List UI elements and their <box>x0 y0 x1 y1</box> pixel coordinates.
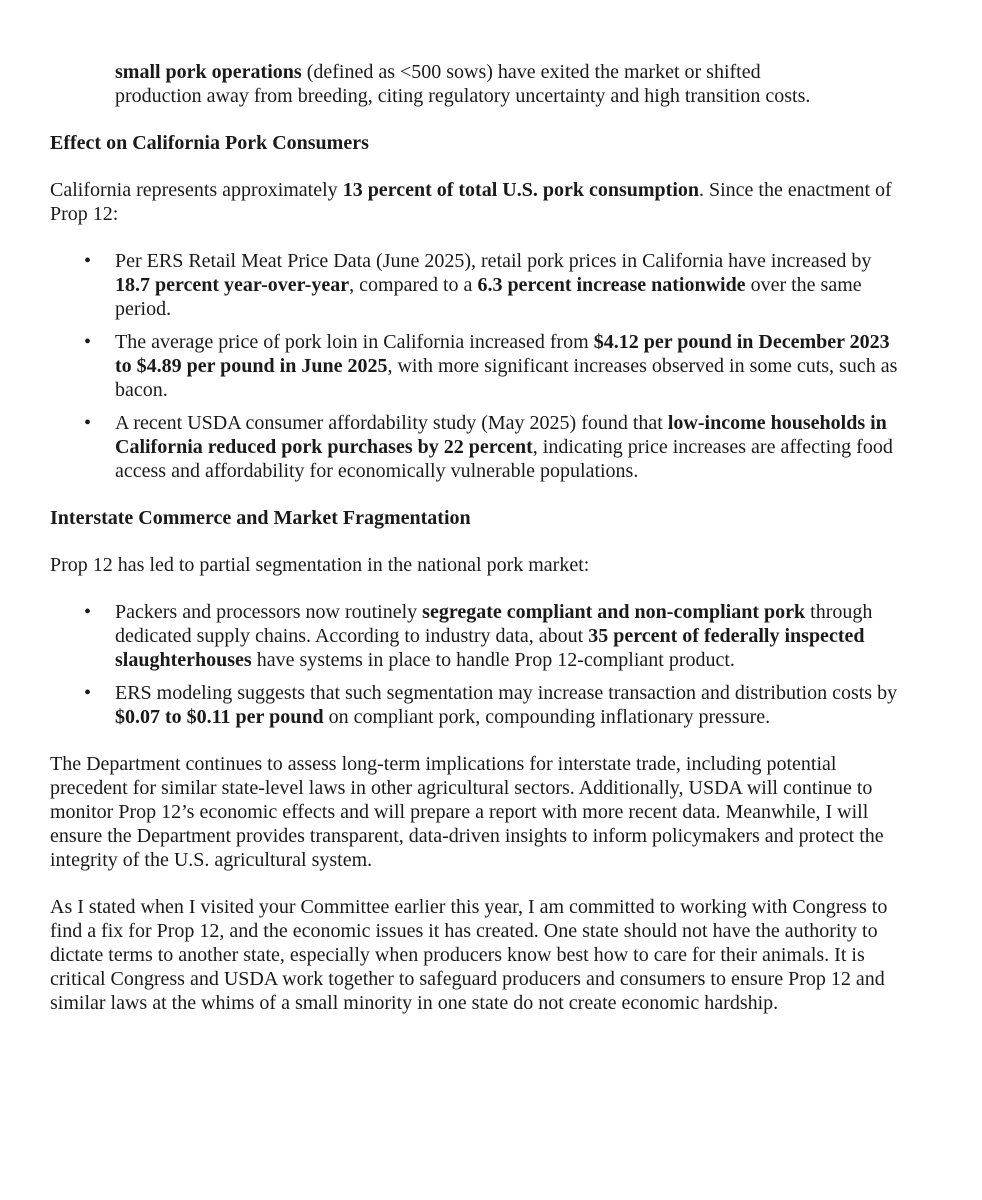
bullet-bold: $4.12 per pound in December 2023 to $4.89 per pound in June 2025 <box>115 331 890 377</box>
intro-bold-lead: small pork operations <box>115 61 302 83</box>
closing-paragraph-1: The Department continues to assess long-term implications for interstate trade, including potential precedent for similar state-level laws in other agricultural sectors. Additionally, USDA will continue to monitor Prop 12’s economic effects and will prepare a report with more recent data. Meanwhile, I will ensure the Department provides transparent, data-driven insights to inform policymakers and protect the integrity of the U.S. agricultural system. <box>50 753 884 871</box>
list-item <box>50 330 900 402</box>
bullet-bold: 35 percent of federally inspected slaughterhouses <box>115 625 865 671</box>
bullet-text: over the same period. <box>115 274 862 320</box>
bullet-text: Per ERS Retail Meat Price Data (June 2025), retail pork prices in California have increased by <box>115 250 872 272</box>
bullet-bold: $0.07 to $0.11 per pound <box>115 706 324 728</box>
bullet-icon: • <box>84 682 92 704</box>
list-item <box>50 600 900 672</box>
section-heading-interstate: Interstate Commerce and Market Fragmentation <box>50 507 471 529</box>
consumers-intro-b: . Since the enactment of Prop 12: <box>50 179 892 225</box>
bullet-text: A recent USDA consumer affordability study (May 2025) found that <box>115 412 668 434</box>
interstate-intro-paragraph: Prop 12 has led to partial segmentation in the national pork market: <box>50 554 590 576</box>
bullet-icon: • <box>84 250 92 272</box>
bullet-text: , compared to a <box>349 274 478 296</box>
intro-line-2: production away from breeding, citing regulatory uncertainty and high transition costs. <box>115 85 811 107</box>
bullet-text: through dedicated supply chains. According to industry data, about <box>115 601 873 647</box>
consumers-intro-a: California represents approximately <box>50 179 343 201</box>
bullet-bold: 18.7 percent year-over-year <box>115 274 350 296</box>
bullet-icon: • <box>84 412 92 434</box>
consumers-intro-paragraph <box>50 178 900 226</box>
intro-line-1 <box>115 60 900 84</box>
consumers-intro-bold: 13 percent of total U.S. pork consumption <box>342 179 699 201</box>
intro-rest-1: (defined as <500 sows) have exited the market or shifted <box>301 61 761 83</box>
closing-paragraph-2: As I stated when I visited your Committee earlier this year, I am committed to working with Congress to find a fix for Prop 12, and the economic issues it has created. One state should not have the authority to dictate terms to another state, especially when producers know best how to care for their animals. It is critical Congress and USDA work together to safeguard producers and consumers to ensure Prop 12 and similar laws at the whims of a small minority in one state do not create economic hardship. <box>50 896 888 1014</box>
bullet-text: Packers and processors now routinely <box>115 601 423 623</box>
bullet-text: on compliant pork, compounding inflationary pressure. <box>323 706 771 728</box>
section-heading-consumers: Effect on California Pork Consumers <box>50 132 369 154</box>
list-item <box>50 681 900 729</box>
bullet-text: , indicating price increases are affecting food access and affordability for economically vulnerable populations. <box>115 436 893 482</box>
bullet-bold: low-income households in California reduced pork purchases by 22 percent <box>115 412 887 458</box>
bullet-text: , with more significant increases observed in some cuts, such as bacon. <box>115 355 898 401</box>
letter-page <box>50 60 900 1015</box>
consumers-bullet-list <box>50 249 900 483</box>
bullet-bold: segregate compliant and non-compliant pork <box>422 601 806 623</box>
bullet-bold: 6.3 percent increase nationwide <box>477 274 746 296</box>
bullet-text: ERS modeling suggests that such segmentation may increase transaction and distribution costs by <box>115 682 898 704</box>
bullet-icon: • <box>84 331 92 353</box>
bullet-icon: • <box>84 601 92 623</box>
list-item <box>50 411 900 483</box>
bullet-text: The average price of pork loin in California increased from <box>115 331 594 353</box>
interstate-bullet-list <box>50 600 900 729</box>
list-item <box>50 249 900 321</box>
intro-continuation <box>115 60 900 108</box>
bullet-text: have systems in place to handle Prop 12-compliant product. <box>251 649 735 671</box>
